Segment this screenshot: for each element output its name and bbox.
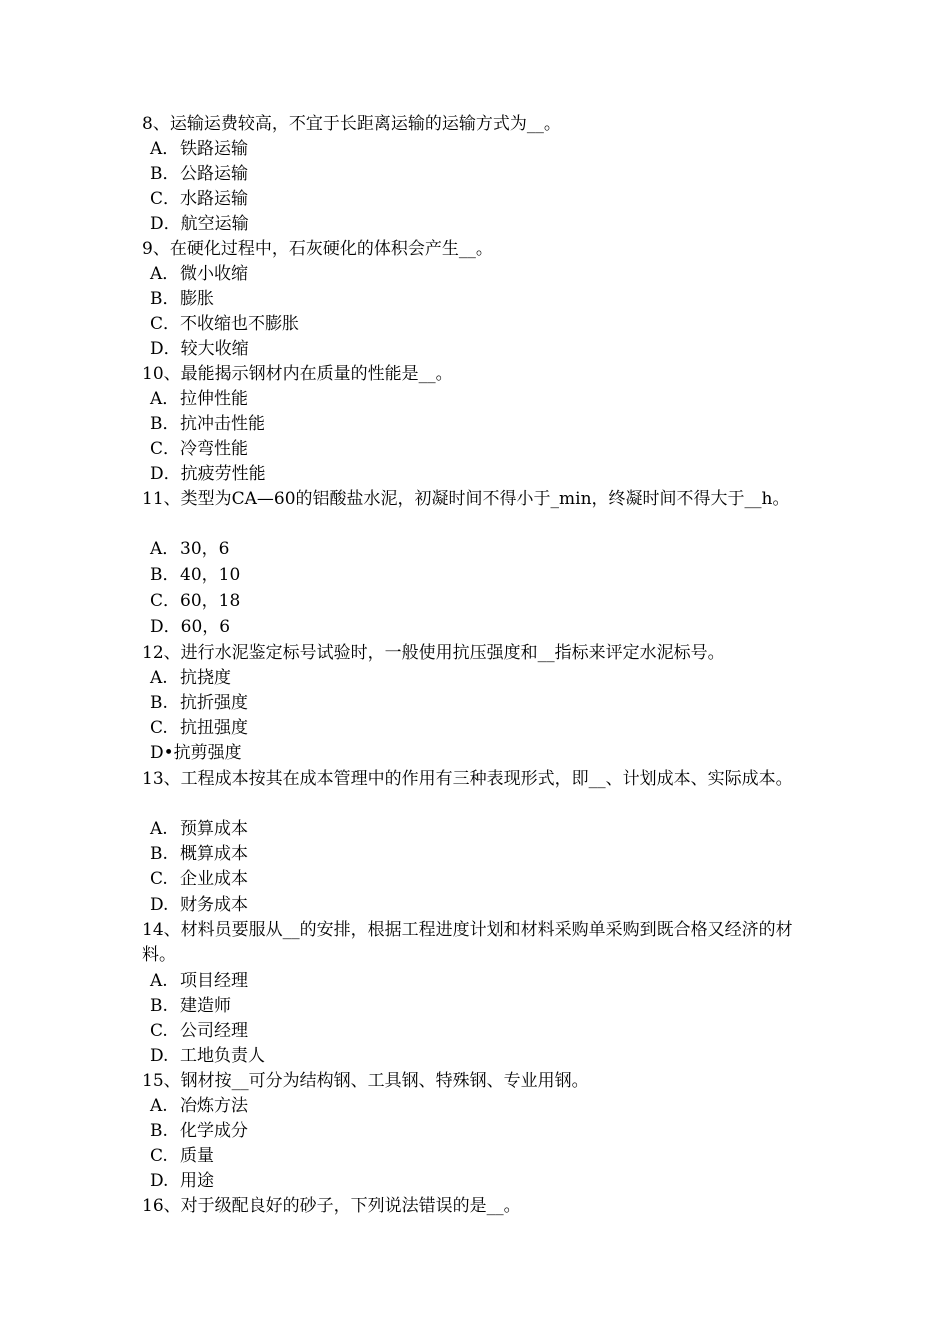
question-10-option-d: D．抗疲劳性能: [150, 464, 266, 484]
question-9-option-b: B．膨胀: [150, 289, 214, 309]
question-15-stem: 15、钢材按__可分为结构钢、工具钢、特殊钢、专业用钢。: [142, 1071, 589, 1091]
question-12-option-c: C. 抗扭强度: [150, 718, 248, 738]
question-12-option-d: D•抗剪强度: [150, 743, 242, 763]
question-11-option-b: B．40，10: [150, 565, 241, 585]
question-11-option-a: A．30，6: [150, 539, 230, 559]
question-14-option-b: B. 建造师: [150, 996, 231, 1016]
question-8-stem: 8、运输运费较高，不宜于长距离运输的运输方式为__。: [142, 114, 561, 134]
question-9-option-d: D．较大收缩: [150, 339, 249, 359]
question-12-option-b: B. 抗折强度: [150, 693, 248, 713]
question-14-stem: 14、材料员要服从__的安排，根据工程进度计划和材料采购单采购到既合格又经济的材料。: [142, 920, 793, 965]
question-15-option-c: C. 质量: [150, 1146, 214, 1166]
question-12-stem: 12、进行水泥鉴定标号试验时，一般使用抗压强度和__指标来评定水泥标号。: [142, 643, 725, 663]
question-14-option-c: C. 公司经理: [150, 1021, 248, 1041]
question-11-option-c: C．60，18: [150, 591, 241, 611]
question-15-option-d: D. 用途: [150, 1171, 214, 1191]
question-10-option-a: A．拉伸性能: [150, 389, 248, 409]
question-10-option-c: C．冷弯性能: [150, 439, 249, 459]
question-9-option-c: C．不收缩也不膨胀: [150, 314, 300, 334]
question-13-stem: 13、工程成本按其在成本管理中的作用有三种表现形式，即__、计划成本、实际成本。: [142, 769, 793, 789]
question-14-option-d: D. 工地负责人: [150, 1046, 265, 1066]
question-12-option-a: A. 抗挠度: [150, 668, 231, 688]
question-8-option-d: D．航空运输: [150, 214, 249, 234]
question-14-option-a: A. 项目经理: [150, 971, 248, 991]
question-13-option-a: A. 预算成本: [150, 819, 248, 839]
question-13-option-c: C. 企业成本: [150, 869, 248, 889]
question-10-option-b: B．抗冲击性能: [150, 414, 265, 434]
question-8-option-a: A．铁路运输: [150, 139, 248, 159]
question-13-option-b: B. 概算成本: [150, 844, 248, 864]
question-15-option-b: B. 化学成分: [150, 1121, 248, 1141]
question-15-option-a: A. 冶炼方法: [150, 1096, 248, 1116]
question-9-stem: 9、在硬化过程中，石灰硬化的体积会产生__。: [142, 239, 493, 259]
question-11-stem: 11、类型为CA—60的铝酸盐水泥，初凝时间不得小于_min，终凝时间不得大于__h。: [142, 489, 790, 509]
question-9-option-a: A．微小收缩: [150, 264, 248, 284]
question-11-option-d: D．60，6: [150, 617, 231, 637]
question-8-option-c: C．水路运输: [150, 189, 249, 209]
question-13-option-d: D. 财务成本: [150, 895, 248, 915]
question-10-stem: 10、最能揭示钢材内在质量的性能是__。: [142, 364, 453, 384]
question-16-stem: 16、对于级配良好的砂子，下列说法错误的是__。: [142, 1196, 521, 1216]
question-8-option-b: B．公路运输: [150, 164, 248, 184]
